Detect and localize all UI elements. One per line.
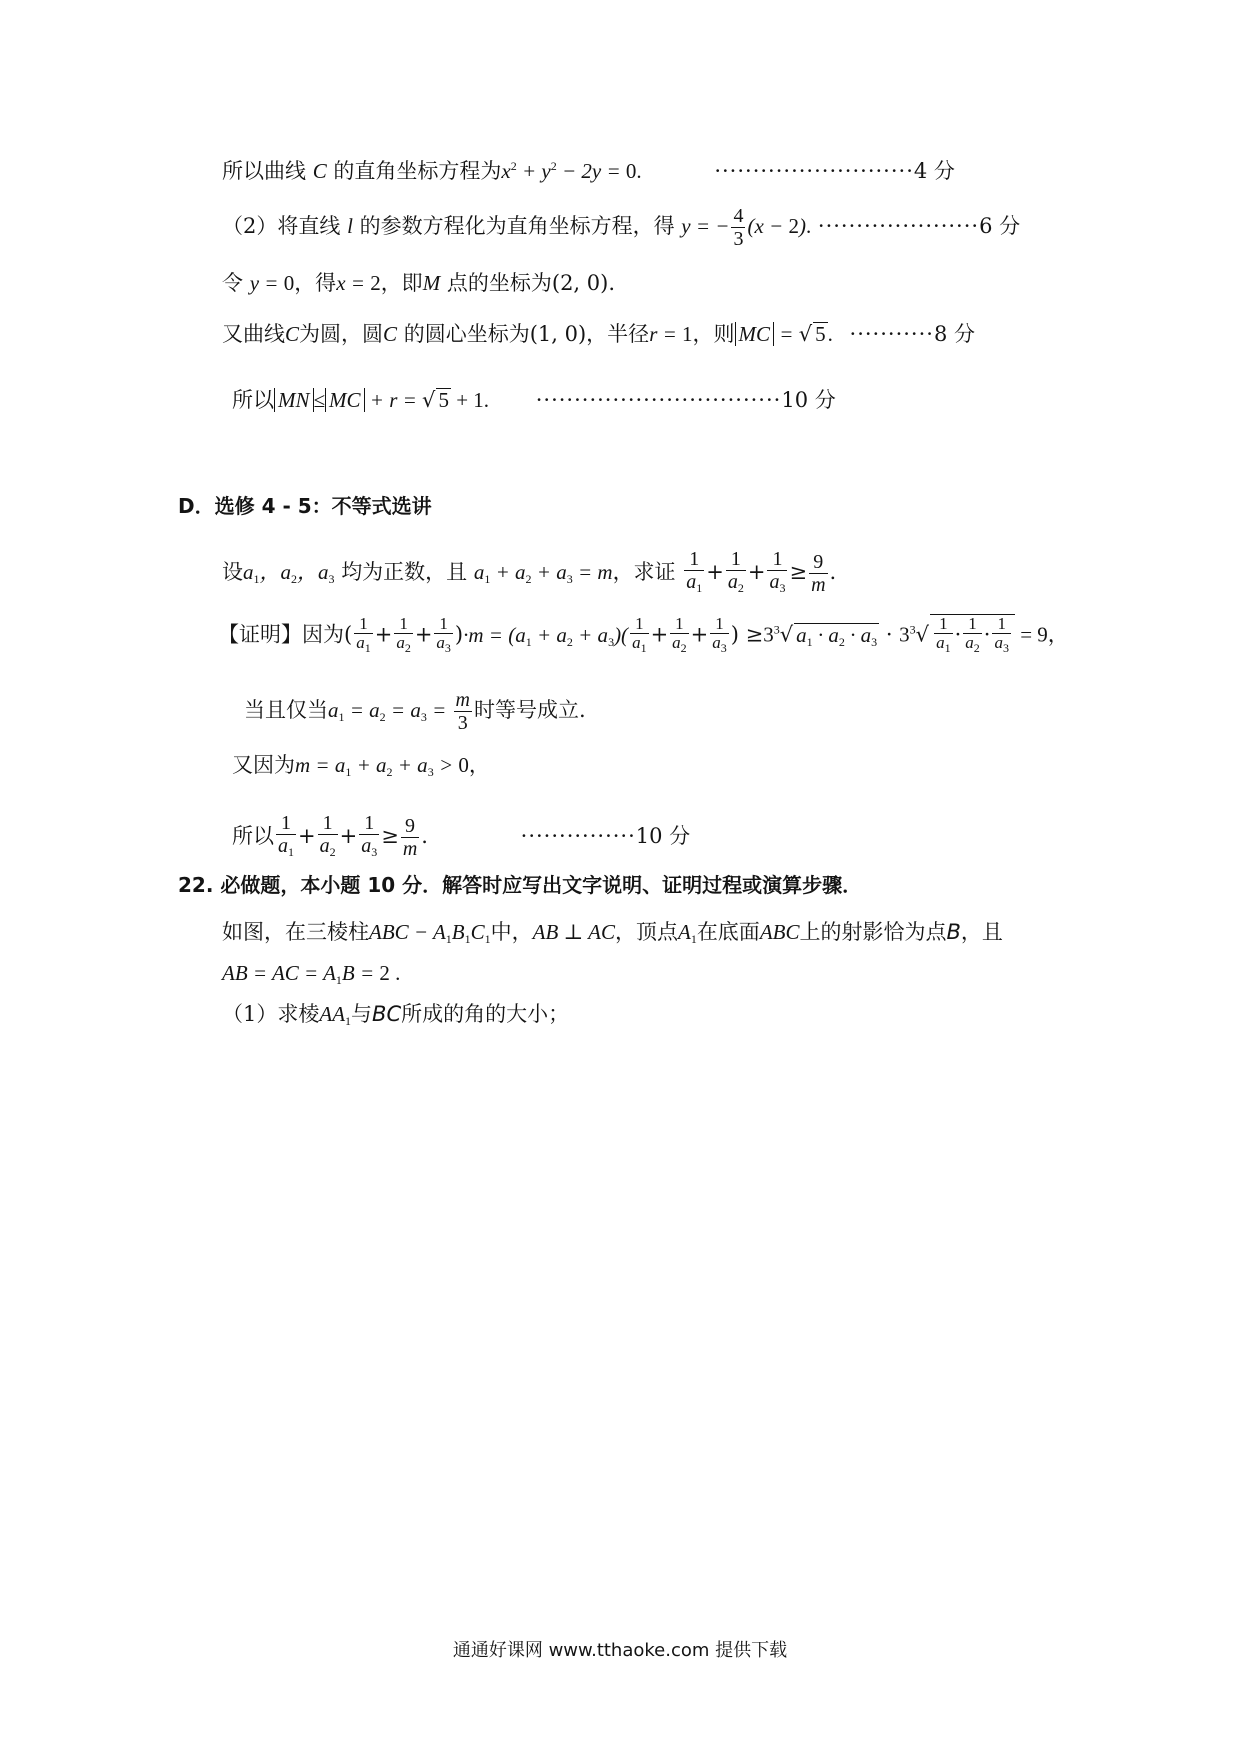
question-22-body: 如图，在三棱柱ABC − $A_1B_1C_1$中，AB ⊥ AC，顶点$A_1$在底面ABC上的射影恰为点B，且 xyxy=(222,920,1003,946)
section-d-heading: D．选修 4 - 5：不等式选讲 xyxy=(178,494,432,518)
equality-condition: 当且仅当$a_1 = a_2 = a_3$ = $\frac{m}{3}$ 时等号成立. xyxy=(244,689,586,734)
circle-center-line: 又曲线C为圆，圆C 的圆心坐标为(1, 0)，半径r = 1，则 MC = √ 5. ···········8 分 xyxy=(222,322,976,346)
footer-download-note: 通通好课网 www.tthaoke.com 提供下载 xyxy=(452,1640,788,1661)
equation-line-straight-l: （2）将直线 l 的参数方程化为直角坐标方程，得 y = − $\frac{4}{3}$ (x − 2). ·····················6 分 xyxy=(222,205,1021,250)
equation-line-curve-c: 所以曲线 C 的直角坐标方程为$x^2 + y^2 - 2y = 0$. ··························4 分 xyxy=(222,159,955,183)
question-22-condition: AB = AC = $A_1B = 2$ . xyxy=(222,961,401,987)
question-22-part-1: （1）求棱$AA_1$与BC所成的角的大小； xyxy=(222,1002,570,1028)
section-d-problem: 设$a_1$，$a_2$，$a_3$ 均为正数，且 $a_1 + a_2 + a_3 = m$，求证 $\frac{1}{a_1}$ + $\frac{1}{a_2}$ + $\frac{1}{a_3}$ ≥ $\frac{9}{m}$ . xyxy=(222,548,837,596)
m-positive-line: 又因为$m = a_1 + a_2 + a_3 > 0$， xyxy=(232,753,490,779)
section-d-conclusion: 所以 $\frac{1}{a_1}$ + $\frac{1}{a_2}$ + $\frac{1}{a_3}$ ≥ $\frac{9}{m}$ . ···············10 分 xyxy=(232,812,691,860)
question-22-heading: 22. 必做题，本小题 10 分．解答时应写出文字说明、证明过程或演算步骤． xyxy=(178,873,863,897)
section-d-proof: 【证明】因为( $\frac{1}{a_1}$ + $\frac{1}{a_2}$ + $\frac{1}{a_3}$ )$\cdot m = (a_1 + a_2 + a_3)$( $\frac{1}{a_1}$ + $\frac{1}{a_2}$ + $\frac{1}{a_3}$ ) $\ge 3^3√$ $a_1 \cdot a_2 \cdot a_3 \cdot 3^3√$ $\frac{1}{a_1}$ · $\frac{1}{a_2}$ · $\frac{1}{a_3}$ = 9， xyxy=(218,614,1069,655)
point-m-line: 令 y = 0，得x = 2，即M 点的坐标为(2, 0). xyxy=(222,271,616,295)
mn-inequality-line: 所以 MN ≤ MC + r = √ 5 + 1. ································10 分 xyxy=(232,388,836,412)
